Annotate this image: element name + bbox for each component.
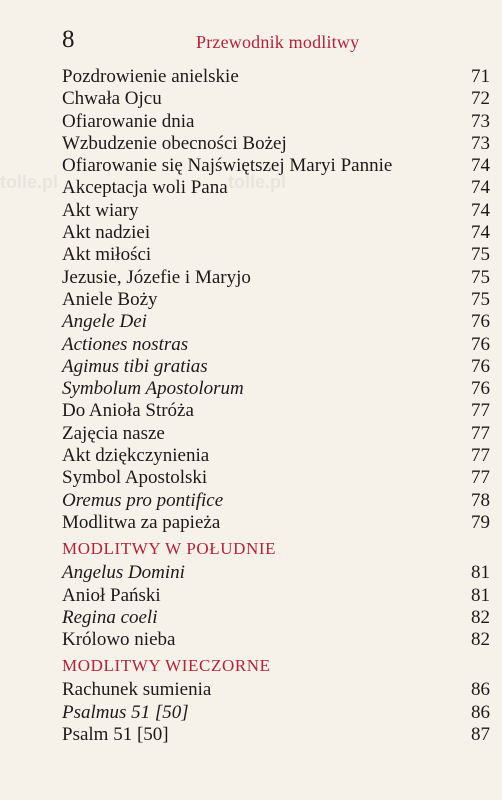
toc-entry — [62, 607, 490, 629]
entry-group-1 — [62, 66, 490, 534]
toc-entry-title: Zajęcia nasze — [62, 422, 165, 444]
toc-entry-page: 72 — [471, 88, 490, 110]
toc-entry — [62, 585, 490, 607]
toc-entry-title: Akt dziękczynienia — [62, 445, 210, 467]
watermark: tolle.pl — [0, 172, 58, 192]
toc-entry — [62, 289, 490, 311]
toc-entry-page: 78 — [471, 489, 490, 511]
toc-entry-title: Rachunek sumienia — [62, 679, 212, 701]
toc-entry-title: Agimus tibi gratias — [62, 355, 208, 377]
toc-entry-title: Akt miłości — [62, 244, 152, 266]
toc-entry-page: 73 — [471, 132, 490, 154]
toc-entry-title: Akt nadziei — [62, 222, 151, 244]
toc-entry-page: 75 — [471, 266, 490, 288]
toc-entry-page: 81 — [471, 562, 490, 584]
toc-entry-title: Actiones nostras — [62, 333, 189, 355]
running-title: Przewodnik modlitwy — [196, 32, 360, 52]
toc-entry-title: Symbol Apostolski — [62, 467, 208, 489]
toc-entry — [62, 66, 490, 88]
toc-entry-page: 77 — [471, 400, 490, 422]
toc-entry-page: 75 — [471, 244, 490, 266]
table-of-contents — [62, 66, 490, 746]
toc-entry — [62, 445, 490, 467]
toc-entry — [62, 679, 490, 701]
watermark: tolle.pl — [228, 172, 286, 192]
toc-entry-page: 86 — [471, 679, 490, 701]
toc-entry-title: Oremus pro pontifice — [62, 489, 224, 511]
toc-entry-title: Psalm 51 [50] — [62, 724, 169, 746]
toc-entry-title: Angele Dei — [62, 311, 147, 333]
toc-entry-page: 74 — [471, 222, 490, 244]
toc-entry-page: 81 — [471, 584, 490, 606]
toc-entry-page: 87 — [471, 724, 490, 746]
toc-entry-page: 79 — [471, 511, 490, 533]
toc-entry-title: Jezusie, Józefie i Maryjo — [62, 266, 251, 288]
toc-entry — [62, 724, 490, 746]
toc-entry-title: Do Anioła Stróża — [62, 400, 194, 422]
toc-entry — [62, 244, 490, 266]
section-heading-evening: MODLITWY WIECZORNE — [62, 656, 271, 676]
toc-entry — [62, 133, 490, 155]
toc-entry — [62, 111, 490, 133]
section-heading-noon: MODLITWY W POŁUDNIE — [62, 539, 277, 559]
toc-entry — [62, 334, 490, 356]
toc-entry-title: Angelus Domini — [62, 562, 185, 584]
toc-entry-title: Regina coeli — [62, 606, 158, 628]
toc-entry-title: Ofiarowanie się Najświętszej Maryi Pannie — [62, 155, 393, 177]
toc-entry-page: 74 — [471, 155, 490, 177]
toc-entry-page: 74 — [471, 199, 490, 221]
toc-entry-page: 82 — [471, 629, 490, 651]
toc-entry-title: Wzbudzenie obecności Bożej — [62, 132, 287, 154]
toc-entry — [62, 562, 490, 584]
toc-entry — [62, 88, 490, 110]
toc-entry-title: Pozdrowienie anielskie — [62, 66, 239, 87]
toc-entry — [62, 200, 490, 222]
toc-entry-title: Królowo nieba — [62, 629, 176, 651]
toc-entry-page: 74 — [471, 177, 490, 199]
toc-entry-page: 86 — [471, 701, 490, 723]
toc-entry-page: 77 — [471, 422, 490, 444]
toc-entry-title: Akt wiary — [62, 199, 139, 221]
toc-entry — [62, 378, 490, 400]
toc-entry-title: Ofiarowanie dnia — [62, 110, 195, 132]
toc-entry — [62, 702, 490, 724]
toc-entry-title: Modlitwa za papieża — [62, 511, 221, 533]
toc-entry-title: Anioł Pański — [62, 584, 161, 606]
toc-entry — [62, 423, 490, 445]
toc-entry — [62, 177, 490, 199]
toc-entry-title: Psalmus 51 [50] — [62, 701, 189, 723]
toc-entry-page: 76 — [471, 311, 490, 333]
toc-entry — [62, 490, 490, 512]
toc-entry-page: 73 — [471, 110, 490, 132]
toc-entry — [62, 311, 490, 333]
toc-entry-page: 77 — [471, 467, 490, 489]
toc-entry-title: Akceptacja woli Pana — [62, 177, 228, 199]
toc-entry-title: Symbolum Apostolorum — [62, 378, 244, 400]
toc-entry-page: 82 — [471, 606, 490, 628]
toc-entry-page: 76 — [471, 333, 490, 355]
page-header — [0, 26, 502, 60]
toc-entry — [62, 512, 490, 534]
toc-entry — [62, 467, 490, 489]
toc-entry-title: Aniele Boży — [62, 288, 158, 310]
toc-entry — [62, 400, 490, 422]
toc-entry — [62, 629, 490, 651]
page-number: 8 — [62, 26, 75, 53]
toc-entry — [62, 356, 490, 378]
toc-entry — [62, 155, 490, 177]
toc-entry — [62, 222, 490, 244]
toc-entry-title: Chwała Ojcu — [62, 88, 162, 110]
toc-entry-page: 75 — [471, 288, 490, 310]
toc-entry-page: 77 — [471, 445, 490, 467]
toc-entry-page: 71 — [471, 66, 490, 87]
toc-entry-page: 76 — [471, 378, 490, 400]
toc-entry-page: 76 — [471, 355, 490, 377]
entry-group-3 — [62, 679, 490, 746]
toc-entry — [62, 267, 490, 289]
entry-group-2 — [62, 562, 490, 651]
